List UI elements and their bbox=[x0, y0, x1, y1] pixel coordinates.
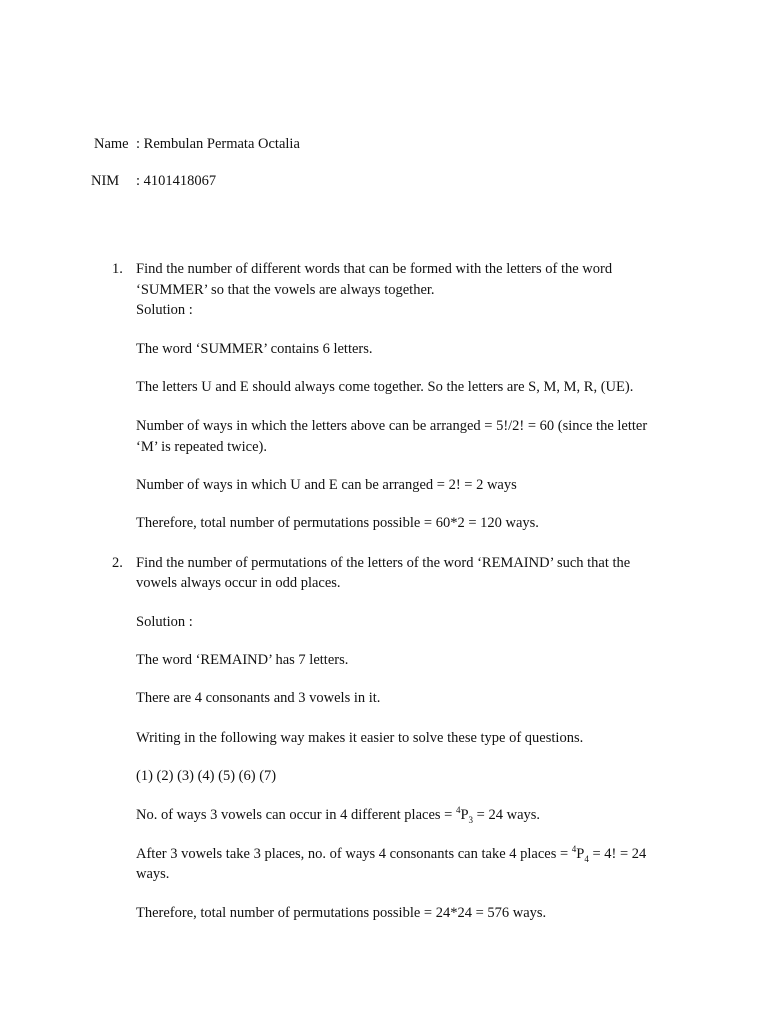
name-value: : Rembulan Permata Octalia bbox=[136, 136, 300, 152]
question-2-step-5-text: No. of ways 3 vowels can occur in 4 different places = bbox=[136, 807, 456, 823]
question-2-text-line-1: Find the number of permutations of the letters of the word ‘REMAIND’ such that the bbox=[136, 555, 631, 571]
question-2-step-6-sup: 4 bbox=[571, 844, 577, 855]
question-1-text-line-2: ‘SUMMER’ so that the vowels are always together. bbox=[136, 282, 435, 298]
question-1-step-3-line-1: Number of ways in which the letters above can be arranged = 5!/2! = 60 (since the letter bbox=[136, 418, 648, 434]
question-2-solution-label: Solution : bbox=[136, 614, 193, 630]
question-2-step-3: Writing in the following way makes it easier to solve these type of questions. bbox=[136, 730, 584, 746]
question-1-step-3-line-2: ‘M’ is repeated twice). bbox=[136, 439, 267, 455]
question-2-step-6-text: After 3 vowels take 3 places, no. of ways 4 consonants can take 4 places = bbox=[136, 846, 572, 862]
question-2-step-5 bbox=[136, 805, 540, 825]
question-2-step-5-sup: 4 bbox=[455, 805, 461, 816]
question-2-text-line-2: vowels always occur in odd places. bbox=[136, 575, 341, 591]
question-2-step-6-line-2: ways. bbox=[136, 866, 170, 882]
question-2-step-2: There are 4 consonants and 3 vowels in it. bbox=[136, 690, 381, 706]
question-2-step-6-sub: 4 bbox=[584, 853, 589, 864]
question-1-solution-label: Solution : bbox=[136, 302, 193, 318]
question-2-step-7: Therefore, total number of permutations possible = 24*24 = 576 ways. bbox=[136, 905, 547, 921]
question-2-step-6-p: P bbox=[576, 846, 585, 862]
question-2-positions: (1) (2) (3) (4) (5) (6) (7) bbox=[136, 768, 277, 784]
question-2-step-6-result: = 4! = 24 bbox=[588, 846, 647, 862]
nim-label: NIM bbox=[91, 173, 120, 189]
question-2-number: 2. bbox=[112, 555, 123, 571]
question-1-step-2: The letters U and E should always come together. So the letters are S, M, M, R, (UE). bbox=[136, 379, 634, 395]
question-1-step-4: Number of ways in which U and E can be arranged = 2! = 2 ways bbox=[136, 477, 517, 493]
question-2-step-6-line-1 bbox=[136, 844, 646, 864]
question-2-step-1: The word ‘REMAIND’ has 7 letters. bbox=[136, 652, 349, 668]
question-2-step-5-sub: 3 bbox=[468, 814, 474, 825]
question-1-step-5: Therefore, total number of permutations possible = 60*2 = 120 ways. bbox=[136, 515, 539, 531]
question-1-text-line-1: Find the number of different words that can be formed with the letters of the word bbox=[136, 261, 613, 277]
name-label: Name bbox=[94, 136, 129, 152]
question-2-step-5-p: P bbox=[460, 807, 469, 823]
nim-value: : 4101418067 bbox=[136, 173, 217, 189]
question-2-step-5-result: = 24 ways. bbox=[473, 807, 541, 823]
question-1-number: 1. bbox=[112, 261, 123, 277]
question-1-step-1: The word ‘SUMMER’ contains 6 letters. bbox=[136, 341, 373, 357]
